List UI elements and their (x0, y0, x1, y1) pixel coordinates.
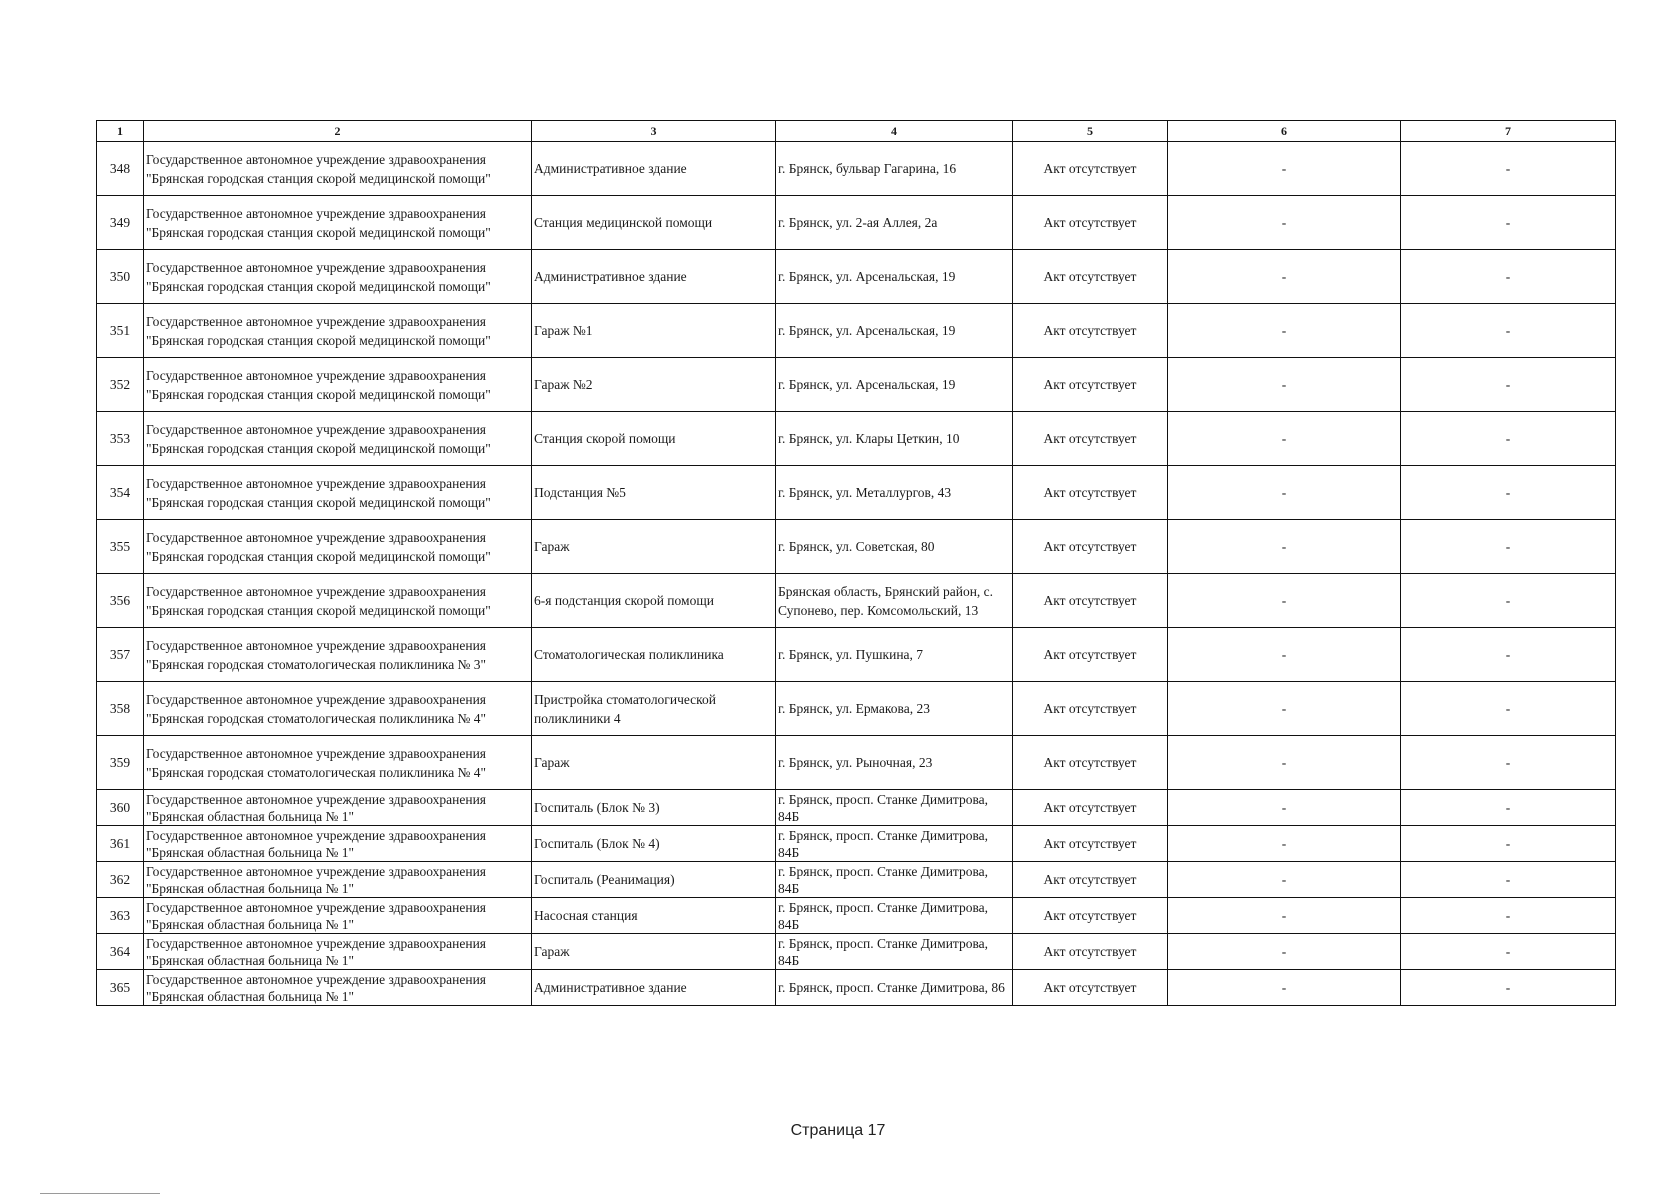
organization-cell: Государственное автономное учреждение здравоохранения "Брянская областная больница № 1" (144, 826, 532, 862)
column-7-cell: - (1401, 250, 1616, 304)
act-cell: Акт отсутствует (1013, 412, 1168, 466)
address-cell: г. Брянск, ул. Арсенальская, 19 (776, 304, 1013, 358)
column-6-cell: - (1168, 898, 1401, 934)
object-cell: Госпиталь (Блок № 3) (532, 790, 776, 826)
table-row (97, 304, 1616, 358)
address-cell: г. Брянск, просп. Станке Димитрова, 84Б (776, 898, 1013, 934)
column-6-cell: - (1168, 628, 1401, 682)
column-header: 4 (776, 121, 1013, 142)
column-6-cell: - (1168, 790, 1401, 826)
table-row (97, 736, 1616, 790)
organization-cell: Государственное автономное учреждение здравоохранения "Брянская областная больница № 1" (144, 970, 532, 1006)
column-6-cell: - (1168, 682, 1401, 736)
column-6-cell: - (1168, 466, 1401, 520)
table-row (97, 142, 1616, 196)
column-7-cell: - (1401, 196, 1616, 250)
row-number: 360 (97, 790, 144, 826)
object-cell: Насосная станция (532, 898, 776, 934)
column-7-cell: - (1401, 466, 1616, 520)
organization-cell: Государственное автономное учреждение здравоохранения "Брянская городская стоматологическая поликлиника № 4" (144, 682, 532, 736)
object-cell: Станция скорой помощи (532, 412, 776, 466)
column-7-cell: - (1401, 304, 1616, 358)
column-header: 1 (97, 121, 144, 142)
column-7-cell: - (1401, 520, 1616, 574)
table-row (97, 574, 1616, 628)
table-row (97, 970, 1616, 1006)
column-7-cell: - (1401, 142, 1616, 196)
address-cell: г. Брянск, ул. Арсенальская, 19 (776, 250, 1013, 304)
address-cell: г. Брянск, ул. Советская, 80 (776, 520, 1013, 574)
object-cell: Пристройка стоматологической поликлиники 4 (532, 682, 776, 736)
address-cell: г. Брянск, ул. Клары Цеткин, 10 (776, 412, 1013, 466)
organization-cell: Государственное автономное учреждение здравоохранения "Брянская городская станция скорой медицинской помощи" (144, 520, 532, 574)
column-6-cell: - (1168, 736, 1401, 790)
address-cell: г. Брянск, ул. Рыночная, 23 (776, 736, 1013, 790)
column-7-cell: - (1401, 862, 1616, 898)
row-number: 352 (97, 358, 144, 412)
table-header-row (97, 121, 1616, 142)
column-7-cell: - (1401, 682, 1616, 736)
object-cell: Госпиталь (Блок № 4) (532, 826, 776, 862)
column-7-cell: - (1401, 826, 1616, 862)
object-cell: 6-я подстанция скорой помощи (532, 574, 776, 628)
object-cell: Стоматологическая поликлиника (532, 628, 776, 682)
address-cell: г. Брянск, бульвар Гагарина, 16 (776, 142, 1013, 196)
object-cell: Станция медицинской помощи (532, 196, 776, 250)
organization-cell: Государственное автономное учреждение здравоохранения "Брянская областная больница № 1" (144, 934, 532, 970)
organization-cell: Государственное автономное учреждение здравоохранения "Брянская городская станция скорой медицинской помощи" (144, 358, 532, 412)
column-header: 2 (144, 121, 532, 142)
column-6-cell: - (1168, 574, 1401, 628)
column-6-cell: - (1168, 358, 1401, 412)
column-6-cell: - (1168, 970, 1401, 1006)
address-cell: г. Брянск, ул. 2-ая Аллея, 2а (776, 196, 1013, 250)
column-header: 6 (1168, 121, 1401, 142)
row-number: 363 (97, 898, 144, 934)
object-cell: Административное здание (532, 970, 776, 1006)
object-cell: Гараж (532, 736, 776, 790)
act-cell: Акт отсутствует (1013, 304, 1168, 358)
organization-cell: Государственное автономное учреждение здравоохранения "Брянская городская станция скорой медицинской помощи" (144, 196, 532, 250)
row-number: 350 (97, 250, 144, 304)
row-number: 356 (97, 574, 144, 628)
act-cell: Акт отсутствует (1013, 682, 1168, 736)
table-row (97, 196, 1616, 250)
address-cell: г. Брянск, просп. Станке Димитрова, 86 (776, 970, 1013, 1006)
row-number: 357 (97, 628, 144, 682)
object-cell: Административное здание (532, 142, 776, 196)
row-number: 359 (97, 736, 144, 790)
column-7-cell: - (1401, 736, 1616, 790)
object-cell: Гараж №2 (532, 358, 776, 412)
act-cell: Акт отсутствует (1013, 466, 1168, 520)
column-6-cell: - (1168, 412, 1401, 466)
column-6-cell: - (1168, 250, 1401, 304)
row-number: 355 (97, 520, 144, 574)
table-row (97, 862, 1616, 898)
page-number-footer: Страница 17 (790, 1122, 886, 1139)
act-cell: Акт отсутствует (1013, 196, 1168, 250)
organization-cell: Государственное автономное учреждение здравоохранения "Брянская областная больница № 1" (144, 862, 532, 898)
row-number: 358 (97, 682, 144, 736)
address-cell: Брянская область, Брянский район, с. Супонево, пер. Комсомольский, 13 (776, 574, 1013, 628)
column-6-cell: - (1168, 862, 1401, 898)
column-7-cell: - (1401, 934, 1616, 970)
act-cell: Акт отсутствует (1013, 574, 1168, 628)
object-cell: Госпиталь (Реанимация) (532, 862, 776, 898)
column-7-cell: - (1401, 574, 1616, 628)
address-cell: г. Брянск, просп. Станке Димитрова, 84Б (776, 826, 1013, 862)
object-cell: Гараж (532, 520, 776, 574)
table-row (97, 358, 1616, 412)
column-6-cell: - (1168, 826, 1401, 862)
column-7-cell: - (1401, 628, 1616, 682)
row-number: 361 (97, 826, 144, 862)
organization-cell: Государственное автономное учреждение здравоохранения "Брянская городская станция скорой медицинской помощи" (144, 574, 532, 628)
organization-cell: Государственное автономное учреждение здравоохранения "Брянская городская станция скорой медицинской помощи" (144, 412, 532, 466)
column-header: 7 (1401, 121, 1616, 142)
address-cell: г. Брянск, просп. Станке Димитрова, 84Б (776, 790, 1013, 826)
column-6-cell: - (1168, 304, 1401, 358)
column-6-cell: - (1168, 934, 1401, 970)
object-cell: Гараж (532, 934, 776, 970)
column-7-cell: - (1401, 970, 1616, 1006)
column-7-cell: - (1401, 412, 1616, 466)
row-number: 348 (97, 142, 144, 196)
address-cell: г. Брянск, ул. Металлургов, 43 (776, 466, 1013, 520)
column-6-cell: - (1168, 196, 1401, 250)
organization-cell: Государственное автономное учреждение здравоохранения "Брянская городская станция скорой медицинской помощи" (144, 142, 532, 196)
table-row (97, 934, 1616, 970)
table-row (97, 466, 1616, 520)
row-number: 351 (97, 304, 144, 358)
row-number: 364 (97, 934, 144, 970)
act-cell: Акт отсутствует (1013, 520, 1168, 574)
organization-cell: Государственное автономное учреждение здравоохранения "Брянская городская станция скорой медицинской помощи" (144, 304, 532, 358)
address-cell: г. Брянск, ул. Пушкина, 7 (776, 628, 1013, 682)
row-number: 365 (97, 970, 144, 1006)
table-row (97, 790, 1616, 826)
table-row (97, 250, 1616, 304)
act-cell: Акт отсутствует (1013, 358, 1168, 412)
act-cell: Акт отсутствует (1013, 250, 1168, 304)
organization-cell: Государственное автономное учреждение здравоохранения "Брянская городская стоматологическая поликлиника № 3" (144, 628, 532, 682)
act-cell: Акт отсутствует (1013, 826, 1168, 862)
table-row (97, 826, 1616, 862)
act-cell: Акт отсутствует (1013, 628, 1168, 682)
organization-cell: Государственное автономное учреждение здравоохранения "Брянская городская станция скорой медицинской помощи" (144, 466, 532, 520)
object-cell: Подстанция №5 (532, 466, 776, 520)
organization-cell: Государственное автономное учреждение здравоохранения "Брянская городская станция скорой медицинской помощи" (144, 250, 532, 304)
column-7-cell: - (1401, 790, 1616, 826)
address-cell: г. Брянск, просп. Станке Димитрова, 84Б (776, 862, 1013, 898)
table-row (97, 628, 1616, 682)
table-row (97, 898, 1616, 934)
column-7-cell: - (1401, 898, 1616, 934)
row-number: 353 (97, 412, 144, 466)
table-row (97, 520, 1616, 574)
organization-cell: Государственное автономное учреждение здравоохранения "Брянская областная больница № 1" (144, 898, 532, 934)
object-cell: Гараж №1 (532, 304, 776, 358)
address-cell: г. Брянск, ул. Ермакова, 23 (776, 682, 1013, 736)
act-cell: Акт отсутствует (1013, 970, 1168, 1006)
table-row (97, 682, 1616, 736)
registry-table (96, 120, 1616, 1006)
column-header: 5 (1013, 121, 1168, 142)
row-number: 362 (97, 862, 144, 898)
scan-artifact-line (40, 1193, 160, 1194)
act-cell: Акт отсутствует (1013, 862, 1168, 898)
row-number: 349 (97, 196, 144, 250)
organization-cell: Государственное автономное учреждение здравоохранения "Брянская городская стоматологическая поликлиника № 4" (144, 736, 532, 790)
act-cell: Акт отсутствует (1013, 898, 1168, 934)
act-cell: Акт отсутствует (1013, 934, 1168, 970)
act-cell: Акт отсутствует (1013, 142, 1168, 196)
table-row (97, 412, 1616, 466)
act-cell: Акт отсутствует (1013, 790, 1168, 826)
object-cell: Административное здание (532, 250, 776, 304)
column-6-cell: - (1168, 520, 1401, 574)
address-cell: г. Брянск, просп. Станке Димитрова, 84Б (776, 934, 1013, 970)
row-number: 354 (97, 466, 144, 520)
organization-cell: Государственное автономное учреждение здравоохранения "Брянская областная больница № 1" (144, 790, 532, 826)
column-6-cell: - (1168, 142, 1401, 196)
column-7-cell: - (1401, 358, 1616, 412)
address-cell: г. Брянск, ул. Арсенальская, 19 (776, 358, 1013, 412)
column-header: 3 (532, 121, 776, 142)
act-cell: Акт отсутствует (1013, 736, 1168, 790)
